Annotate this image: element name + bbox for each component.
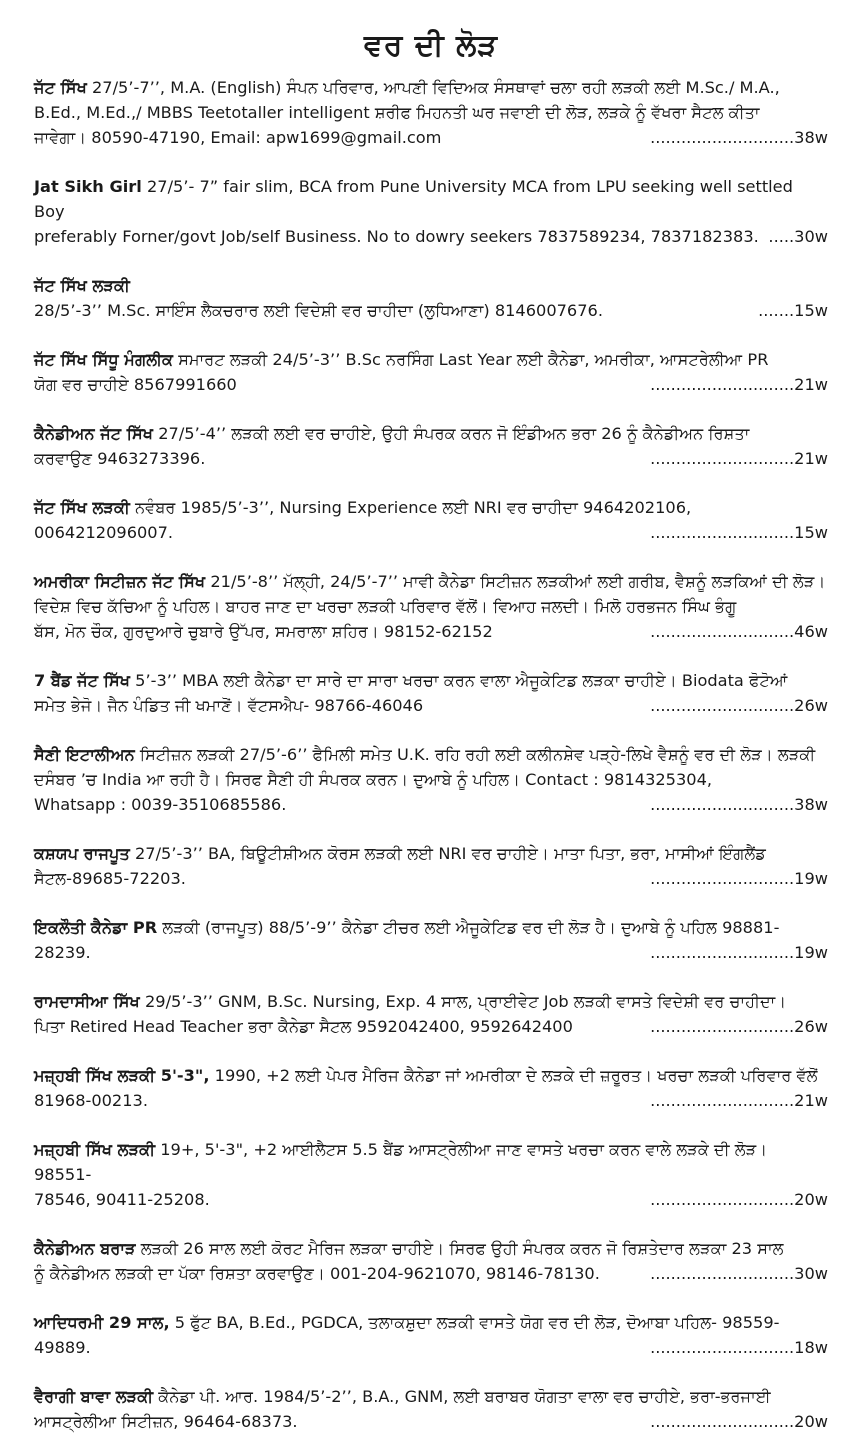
ad-text: 27/5’-7’’, M.A. (English) ਸੰਪਨ ਪਰਿਵਾਰ, ਆਪਣੀ ਵਿਦਿਅਕ ਸੰਸਥਾਵਾਂ ਚਲਾ ਰਹੀ ਲੜਕੀ ਲਈ M.Sc./ M.A., B.Ed., M.Ed.,/ MBBS Teetotaller intelligent ਸ਼ਰੀਫ ਮਿਹਨਤੀ ਘਰ ਜਵਾਈ ਦੀ ਲੋੜ, ਲੜਕੇ ਨੂੰ ਵੱਖਰਾ ਸੈਟਲ ਕੀਤਾ (34, 78, 780, 122)
ad-contact: 28/5’-3’’ M.Sc. ਸਾਇੰਸ ਲੈਕਚਰਾਰ ਲਈ ਵਿਦੇਸ਼ੀ ਵਰ ਚਾਹੀਦਾ (ਲੁਧਿਆਣਾ) 8146007676. (34, 301, 603, 320)
ad-body (34, 668, 828, 693)
ad-body (34, 1384, 828, 1409)
dot-leader (650, 520, 828, 545)
ad-text: ਕੈਨੇਡਾ ਪੀ. ਆਰ. 1984/5’-2’’, B.A., GNM, ਲਈ ਬਰਾਬਰ ਯੋਗਤਾ ਵਾਲਾ ਵਰ ਚਾਹੀਏ, ਭਰਾ-ਭਰਜਾਈ (158, 1387, 771, 1406)
ad-body (34, 273, 828, 298)
ad-body (34, 569, 828, 619)
ad-code: 19w (794, 869, 828, 888)
ad-body (34, 1137, 828, 1187)
ad-text: ਸਿਟੀਜ਼ਨ ਲੜਕੀ 27/5’-6’’ ਫੈਮਿਲੀ ਸਮੇਤ U.K. ਰਹਿ ਰਹੀ ਲਈ ਕਲੀਨਸ਼ੇਵ ਪੜ੍ਹੇ-ਲਿਖੇ ਵੈਸ਼ਨੂੰ ਵਰ ਦੀ ਲੋੜ। ਲੜਕੀ ਦਸੰਬਰ ’ਚ India ਆ ਰਹੀ ਹੈ। ਸਿਰਫ ਸੈਣੀ ਹੀ ਸੰਪਰਕ ਕਰਨ। ਦੁਆਬੇ ਨੂੰ ਪਹਿਲ। Contact : 9814325304, (34, 745, 816, 789)
ad-body (34, 75, 828, 125)
ad-last-line (34, 446, 828, 471)
ad-body (34, 742, 828, 792)
ad-heading: ਮਜ਼੍ਹਬੀ ਸਿੱਖ ਲੜਕੀ (34, 1140, 156, 1159)
dot-leader (650, 1014, 828, 1039)
ad-code: 20w (794, 1190, 828, 1209)
ad-entry (34, 1236, 828, 1286)
dot-leader-text: ..... (768, 227, 795, 246)
ad-text: 5 ਫੁੱਟ BA, B.Ed., PGDCA, ਤਲਾਕਸ਼ੁਦਾ ਲੜਕੀ ਵਾਸਤੇ ਯੋਗ ਵਰ ਦੀ ਲੋੜ, ਦੋਆਬਾ ਪਹਿਲ- 98559- (174, 1313, 780, 1332)
ad-heading: ਕੈਨੇਡੀਅਨ ਜੱਟ ਸਿੱਖ (34, 424, 154, 443)
ad-last-line (34, 520, 828, 545)
ad-code: 21w (794, 1091, 828, 1110)
ad-last-line (34, 1088, 828, 1113)
ad-entry (34, 75, 828, 150)
ad-last-line (34, 125, 828, 150)
dot-leader-text: ............................ (650, 1338, 795, 1357)
ad-heading: ਇਕਲੌਤੀ ਕੈਨੇਡਾ PR (34, 918, 158, 937)
ad-text: 21/5’-8’’ ਮੱਲ੍ਹੀ, 24/5’-7’’ ਮਾਵੀ ਕੈਨੇਡਾ ਸਿਟੀਜ਼ਨ ਲੜਕੀਆਂ ਲਈ ਗਰੀਬ, ਵੈਸ਼ਨੂੰ ਲੜਕਿਆਂ ਦੀ ਲੋੜ। ਵਿਦੇਸ਼ ਵਿਚ ਕੱਚਿਆ ਨੂੰ ਪਹਿਲ। ਬਾਹਰ ਜਾਣ ਦਾ ਖਰਚਾ ਲੜਕੀ ਪਰਿਵਾਰ ਵੱਲੋਂ। ਵਿਆਹ ਜਲਦੀ। ਮਿਲੋ ਹਰਭਜਨ ਸਿੰਘ ਭੰਗੂ (34, 572, 826, 616)
dot-leader-text: ............................ (650, 795, 795, 814)
ad-entry (34, 841, 828, 891)
ad-text: ਸਮਾਰਟ ਲੜਕੀ 24/5’-3’’ B.Sc ਨਰਸਿੰਗ Last Year ਲਈ ਕੈਨੇਡਾ, ਅਮਰੀਕਾ, ਆਸਟਰੇਲੀਆ PR (178, 350, 769, 369)
dot-leader (758, 298, 828, 323)
ad-contact: ਆਸਟ੍ਰੇਲੀਆ ਸਿਟੀਜ਼ਨ, 96464-68373. (34, 1412, 298, 1431)
ad-body (34, 1236, 828, 1261)
dot-leader (650, 940, 828, 965)
ad-heading: 7 ਬੈਂਡ ਜੱਟ ਸਿੱਖ (34, 671, 130, 690)
ad-last-line (34, 940, 828, 965)
ad-last-line (34, 1187, 828, 1212)
ad-code: 26w (794, 1017, 828, 1036)
ad-code: 26w (794, 696, 828, 715)
dot-leader-text: ............................ (650, 1412, 795, 1431)
dot-leader-text: ............................ (650, 1091, 795, 1110)
ad-body (34, 174, 828, 224)
ad-text: ਲੜਕੀ 26 ਸਾਲ ਲਈ ਕੋਰਟ ਮੈਰਿਜ ਲੜਕਾ ਚਾਹੀਏ। ਸਿਰਫ ਉਹੀ ਸੰਪਰਕ ਕਰਨ ਜੋ ਰਿਸ਼ਤੇਦਾਰ ਲੜਕਾ 23 ਸਾਲ (140, 1239, 784, 1258)
dot-leader-text: ............................ (650, 943, 795, 962)
ad-code: 21w (794, 375, 828, 394)
ad-heading: ਜੱਟ ਸਿੱਖ ਲੜਕੀ (34, 498, 130, 517)
ad-code: 30w (794, 1264, 828, 1283)
ad-entry (34, 1310, 828, 1360)
ad-text: 27/5’-3’’ BA, ਬਿਊਟੀਸ਼ੀਅਨ ਕੋਰਸ ਲੜਕੀ ਲਈ NRI ਵਰ ਚਾਹੀਏ। ਮਾਤਾ ਪਿਤਾ, ਭਰਾ, ਮਾਸੀਆਂ ਇੰਗਲੈਂਡ (134, 844, 766, 863)
ad-entry (34, 742, 828, 817)
ad-contact: preferably Forner/govt Job/self Business. No to dowry seekers 7837589234, 7837182383. (34, 227, 759, 246)
ad-entry (34, 273, 828, 323)
dot-leader (650, 693, 828, 718)
ad-entry (34, 668, 828, 718)
ad-text: 1990, +2 ਲਈ ਪੇਪਰ ਮੈਰਿਜ ਕੈਨੇਡਾ ਜਾਂ ਅਮਰੀਕਾ ਦੇ ਲੜਕੇ ਦੀ ਜ਼ਰੂਰਤ। ਖਰਚਾ ਲੜਕੀ ਪਰਿਵਾਰ ਵੱਲੋਂ (214, 1066, 818, 1085)
ad-entry (34, 569, 828, 644)
ad-entry (34, 174, 828, 249)
ad-heading: ਕੈਨੇਡੀਅਨ ਬਰਾੜ (34, 1239, 136, 1258)
ad-last-line (34, 866, 828, 891)
ad-body (34, 495, 828, 520)
ad-last-line (34, 1335, 828, 1360)
ad-last-line (34, 619, 828, 644)
ad-last-line (34, 1261, 828, 1286)
dot-leader (650, 1088, 828, 1113)
dot-leader (650, 1187, 828, 1212)
dot-leader-text: ............................ (650, 696, 795, 715)
ad-text: 27/5’-4’’ ਲੜਕੀ ਲਈ ਵਰ ਚਾਹੀਏ, ਉਹੀ ਸੰਪਰਕ ਕਰਨ ਜੋ ਇੰਡੀਅਨ ਭਰਾ 26 ਨੂੰ ਕੈਨੇਡੀਅਨ ਰਿਸ਼ਤਾ (158, 424, 750, 443)
dot-leader (650, 866, 828, 891)
ad-contact: ਜਾਵੇਗਾ। 80590-47190, Email: apw1699@gmail.com (34, 128, 442, 147)
dot-leader (650, 446, 828, 471)
ad-body (34, 1063, 828, 1088)
ad-contact: ਬੱਸ, ਮੋਨ ਚੌਕ, ਗੁਰਦੁਆਰੇ ਚੁਬਾਰੇ ਉੱਪਰ, ਸਮਰਾਲਾ ਸ਼ਹਿਰ। 98152-62152 (34, 622, 493, 641)
ad-contact: 78546, 90411-25208. (34, 1190, 210, 1209)
ad-entry (34, 1063, 828, 1113)
ad-code: 15w (794, 301, 828, 320)
ad-heading: ਸੈਣੀ ਇਟਾਲੀਅਨ (34, 745, 135, 764)
dot-leader (650, 1261, 828, 1286)
ad-body (34, 989, 828, 1014)
dot-leader (650, 792, 828, 817)
ad-contact: ਸੈਟਲ-89685-72203. (34, 869, 186, 888)
dot-leader (650, 372, 828, 397)
ad-heading: ਜੱਟ ਸਿੱਖ ਲੜਕੀ (34, 276, 130, 295)
ad-contact: 28239. (34, 943, 91, 962)
dot-leader (768, 224, 828, 249)
ad-code: 15w (794, 523, 828, 542)
ad-code: 19w (794, 943, 828, 962)
ad-last-line (34, 224, 828, 249)
ad-entry (34, 421, 828, 471)
ad-text: 19+, 5'-3", +2 ਆਈਲੈਟਸ 5.5 ਬੈਂਡ ਆਸਟ੍ਰੇਲੀਆ ਜਾਣ ਵਾਸਤੇ ਖਰਚਾ ਕਰਨ ਵਾਲੇ ਲੜਕੇ ਦੀ ਲੋੜ। 98551- (34, 1140, 768, 1184)
ad-code: 38w (794, 795, 828, 814)
ad-body (34, 841, 828, 866)
ad-heading: ਰਾਮਦਾਸੀਆ ਸਿੱਖ (34, 992, 140, 1011)
ad-contact: 81968-00213. (34, 1091, 148, 1110)
ad-code: 38w (794, 128, 828, 147)
ad-entry (34, 1137, 828, 1212)
ad-entry (34, 989, 828, 1039)
ad-body (34, 421, 828, 446)
dot-leader-text: ............................ (650, 622, 795, 641)
dot-leader (650, 1335, 828, 1360)
ad-entry (34, 495, 828, 545)
dot-leader-text: ............................ (650, 869, 795, 888)
dot-leader (650, 619, 828, 644)
ads-list (34, 75, 828, 1434)
ad-contact: ਪਿਤਾ Retired Head Teacher ਭਰਾ ਕੈਨੇਡਾ ਸੈਟਲ 9592042400, 9592642400 (34, 1017, 573, 1036)
dot-leader-text: ............................ (650, 128, 795, 147)
dot-leader (650, 1409, 828, 1434)
dot-leader-text: ............................ (650, 523, 795, 542)
dot-leader-text: ............................ (650, 1264, 795, 1283)
ad-entry (34, 347, 828, 397)
page-title: ਵਰ ਦੀ ਲੋੜ (363, 28, 499, 63)
ad-text: 5’-3’’ MBA ਲਈ ਕੈਨੇਡਾ ਦਾ ਸਾਰੇ ਦਾ ਸਾਰਾ ਖਰਚਾ ਕਰਨ ਵਾਲਾ ਐਜੂਕੇਟਿਡ ਲੜਕਾ ਚਾਹੀਏ। Biodata ਫੋਟੋਆਂ (135, 671, 788, 690)
ad-body (34, 915, 828, 940)
ad-entry (34, 915, 828, 965)
ad-contact: ਕਰਵਾਉਣ 9463273396. (34, 449, 206, 468)
ad-heading: ਮਜ਼੍ਹਬੀ ਸਿੱਖ ਲੜਕੀ 5'-3", (34, 1066, 210, 1085)
dot-leader-text: ............................ (650, 1017, 795, 1036)
dot-leader-text: ....... (758, 301, 795, 320)
ad-code: 46w (794, 622, 828, 641)
ad-heading: ਵੈਰਾਗੀ ਬਾਵਾ ਲੜਕੀ (34, 1387, 154, 1406)
dot-leader-text: ............................ (650, 449, 795, 468)
ad-text: 29/5’-3’’ GNM, B.Sc. Nursing, Exp. 4 ਸਾਲ, ਪ੍ਰਾਈਵੇਟ Job ਲੜਕੀ ਵਾਸਤੇ ਵਿਦੇਸ਼ੀ ਵਰ ਚਾਹੀਦਾ। (144, 992, 787, 1011)
ad-text: ਨਵੰਬਰ 1985/5’-3’’, Nursing Experience ਲਈ NRI ਵਰ ਚਾਹੀਦਾ 9464202106, (135, 498, 692, 517)
dot-leader-text: ............................ (650, 375, 795, 394)
ad-heading: Jat Sikh Girl (34, 177, 142, 196)
dot-leader (650, 125, 828, 150)
ad-contact: ਸਮੇਤ ਭੇਜੋ। ਜੈਨ ਪੰਡਿਤ ਜੀ ਖਮਾਣੋਂ। ਵੱਟਸਐਪ- 98766-46046 (34, 696, 424, 715)
ad-last-line (34, 1409, 828, 1434)
ad-text: ਲੜਕੀ (ਰਾਜਪੂਤ) 88/5’-9’’ ਕੈਨੇਡਾ ਟੀਚਰ ਲਈ ਐਜੂਕੇਟਿਡ ਵਰ ਦੀ ਲੋੜ ਹੈ। ਦੁਆਬੇ ਨੂੰ ਪਹਿਲ 98881- (162, 918, 780, 937)
ad-contact: ਨੂੰ ਕੈਨੇਡੀਅਨ ਲੜਕੀ ਦਾ ਪੱਕਾ ਰਿਸ਼ਤਾ ਕਰਵਾਉਣ। 001-204-9621070, 98146-78130. (34, 1264, 600, 1283)
ad-last-line (34, 1014, 828, 1039)
ad-last-line (34, 372, 828, 397)
ad-code: 20w (794, 1412, 828, 1431)
ad-contact: Whatsapp : 0039-3510685586. (34, 795, 287, 814)
ad-text: 27/5’- 7” fair slim, BCA from Pune University MCA from LPU seeking well settled Boy (34, 177, 793, 221)
ad-last-line (34, 693, 828, 718)
ad-body (34, 347, 828, 372)
ad-last-line (34, 792, 828, 817)
ad-contact: ਯੋਗ ਵਰ ਚਾਹੀਏ 8567991660 (34, 375, 237, 394)
dot-leader-text: ............................ (650, 1190, 795, 1209)
ad-heading: ਅਮਰੀਕਾ ਸਿਟੀਜ਼ਨ ਜੱਟ ਸਿੱਖ (34, 572, 206, 591)
ad-code: 30w (794, 227, 828, 246)
ad-entry (34, 1384, 828, 1434)
ad-contact: 49889. (34, 1338, 91, 1357)
ad-contact: 0064212096007. (34, 523, 174, 542)
ad-heading: ਕਸ਼ਯਪ ਰਾਜਪੂਤ (34, 844, 130, 863)
ad-last-line (34, 298, 828, 323)
ad-heading: ਜੱਟ ਸਿੱਖ (34, 78, 87, 97)
ad-heading: ਜੱਟ ਸਿੱਖ ਸਿੱਧੂ ਮੰਗਲੀਕ (34, 350, 174, 369)
ad-code: 21w (794, 449, 828, 468)
ad-code: 18w (794, 1338, 828, 1357)
ad-heading: ਆਦਿਧਰਮੀ 29 ਸਾਲ, (34, 1313, 170, 1332)
ad-body (34, 1310, 828, 1335)
